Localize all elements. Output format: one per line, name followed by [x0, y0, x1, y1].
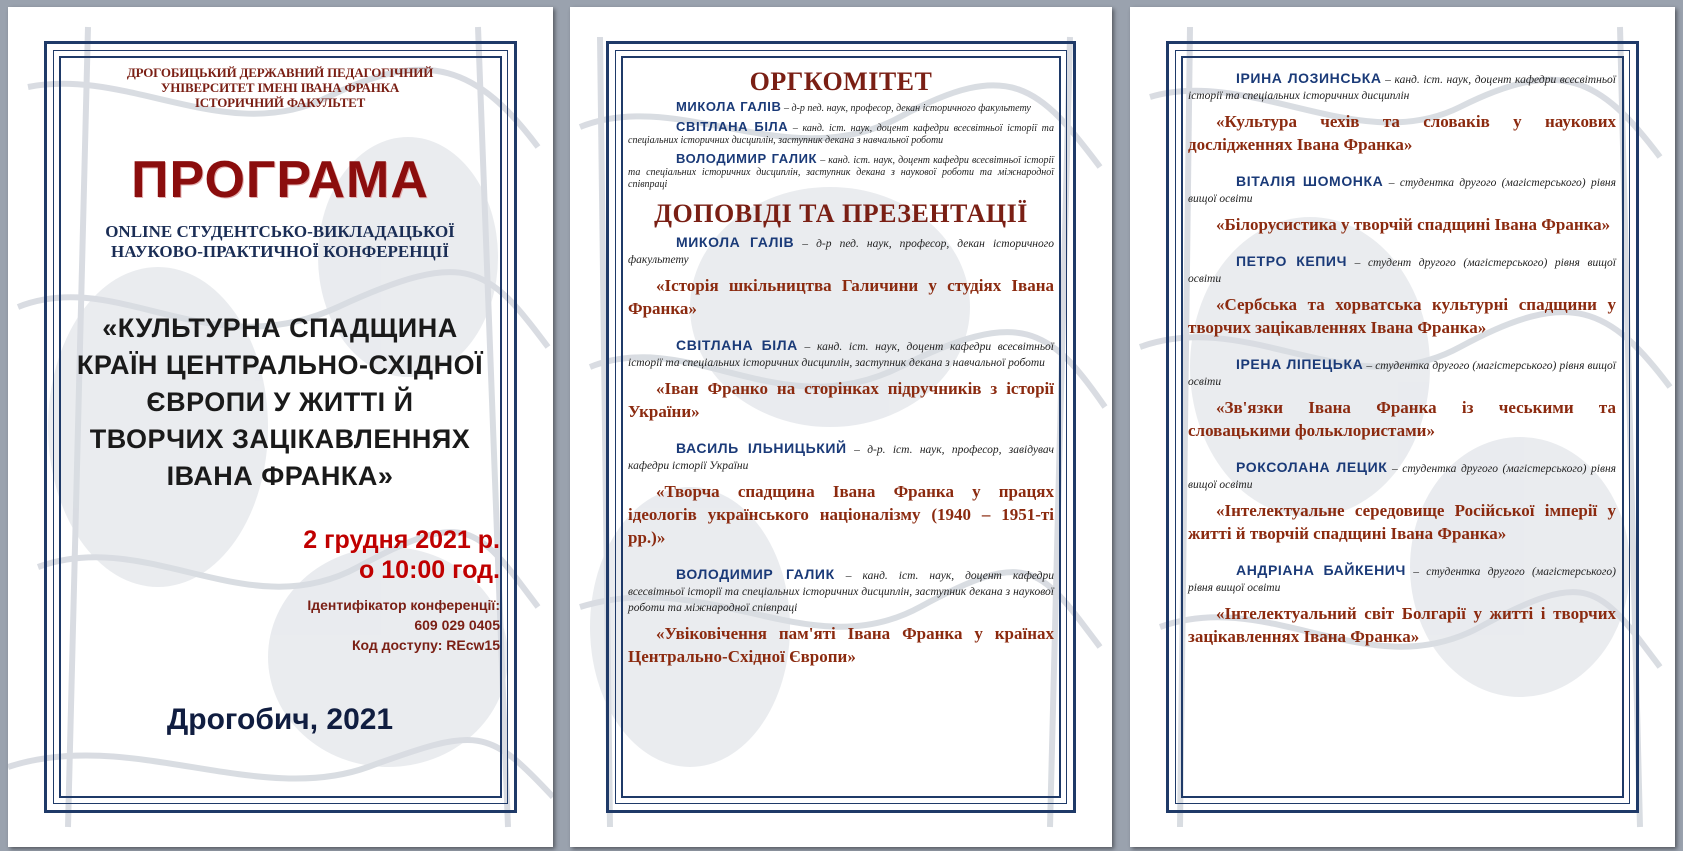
report-topic: «Творча спадщина Івана Франка у працях ідеологів українського націоналізму (1940 – 1951-ті рр.)» [628, 482, 1054, 547]
speaker-role: – студентка другого (магістерського) рівня вищої освіти [1188, 463, 1616, 491]
program-title: ПРОГРАМА [131, 151, 429, 209]
speaker [1188, 563, 1616, 596]
report-topic: «Сербська та хорватська культурні спадщини у творчих зацікавленнях Івана Франка» [1188, 295, 1616, 337]
report-item [628, 567, 1054, 668]
speaker-role: – д-р. іст. наук, професор, завідувач кафедри історії України [628, 444, 1054, 472]
reports-heading: ДОПОВІДІ ТА ПРЕЗЕНТАЦІЇ [654, 199, 1028, 228]
speaker [1188, 174, 1616, 207]
city-year: Дрогобич, 2021 [166, 703, 394, 736]
committee-member [628, 101, 1054, 115]
conference-type-line: ONLINE СТУДЕНТСЬКО-ВИКЛАДАЦЬКОЇ [105, 222, 455, 241]
speaker-role: – студент другого (магістерського) рівня вищої освіти [1188, 257, 1616, 285]
speaker-role: – д-р пед. наук, професор, декан історичного факультету [628, 238, 1054, 266]
faculty-line: ІСТОРИЧНИЙ ФАКУЛЬТЕТ [194, 95, 366, 110]
speaker-name: ІРИНА ЛОЗИНСЬКА [1236, 70, 1382, 86]
time-line: о 10:00 год. [359, 556, 500, 584]
speaker-role: – канд. іст. наук, доцент кафедри всесвітньої історії та спеціальних історичних дисциплін, заступник декана з навчальної роботи [628, 341, 1055, 369]
conference-type [60, 222, 500, 262]
member-role: – канд. іст. наук, доцент кафедри всесвітньої історії та спеціальних історичних дисциплін, заступник декана з навчальної роботи [628, 123, 1054, 146]
report-topic: «Культура чехів та словаків у наукових дослідженнях Івана Франка» [1188, 112, 1616, 154]
report-item [1188, 174, 1616, 236]
report-topic: «Зв'язки Івана Франка із чеськими та словацькими фольклористами» [1188, 398, 1616, 440]
speaker-role: – студентка другого (магістерського) рівня вищої освіти [1188, 360, 1616, 388]
report-topic: «Увіковічення пам'яті Івана Франка у країнах Центрально-Східної Європи» [628, 624, 1054, 666]
speaker [1188, 460, 1616, 493]
report-item [1188, 357, 1616, 442]
access-code: Код доступу: REcw15 [351, 637, 500, 653]
speaker-name: СВІТЛАНА БІЛА [676, 337, 798, 353]
report-item [1188, 460, 1616, 545]
report-item [1188, 71, 1616, 156]
orgcommittee-heading: ОРГКОМІТЕТ [749, 67, 933, 96]
speaker [1188, 357, 1616, 390]
report-item [1188, 563, 1616, 648]
page-committee [570, 7, 1112, 847]
speaker-name: МИКОЛА ГАЛІВ [676, 234, 795, 250]
speaker-name: АНДРІАНА БАЙКЕНИЧ [1236, 562, 1406, 578]
conference-id: 609 029 0405 [414, 617, 500, 633]
university-name [60, 65, 500, 110]
conference-title-line: КРАЇН ЦЕНТРАЛЬНО-СХІДНОЇ [76, 350, 484, 380]
speaker-name: ПЕТРО КЕПИЧ [1236, 253, 1348, 269]
speaker [1188, 71, 1616, 104]
speaker-role: – студентка другого (магістерського) рівня вищої освіти [1188, 177, 1616, 205]
speaker-name: ВІТАЛІЯ ШОМОНКА [1236, 173, 1384, 189]
reports-list [628, 235, 1054, 668]
report-topic: «Білорусистика у творчій спадщині Івана Франка» [1216, 215, 1611, 234]
report-topic: «Історія шкільництва Галичини у студіях Івана Франка» [628, 276, 1054, 318]
university-line: ДРОГОБИЦЬКИЙ ДЕРЖАВНИЙ ПЕДАГОГІЧНИЙ [126, 65, 434, 80]
conference-title [60, 310, 500, 495]
orgcommittee-list [628, 101, 1054, 191]
member-name: МИКОЛА ГАЛІВ [676, 99, 782, 114]
university-line: УНІВЕРСИТЕТ ІМЕНІ ІВАНА ФРАНКА [160, 80, 400, 95]
member-name: ВОЛОДИМИР ГАЛИК [676, 151, 818, 166]
member-name: СВІТЛАНА БІЛА [676, 119, 789, 134]
speaker-name: РОКСОЛАНА ЛЕЦИК [1236, 459, 1388, 475]
report-topic: «Іван Франко на сторінках підручників з історії України» [628, 379, 1054, 421]
report-topic: «Інтелектуальний світ Болгарії у житті і творчих зацікавленнях Івана Франка» [1188, 604, 1616, 646]
conference-access [60, 595, 500, 655]
report-item [628, 441, 1054, 549]
reports-list [1188, 71, 1616, 666]
committee-member [628, 153, 1054, 191]
speaker [1188, 254, 1616, 287]
speaker-role: – студентка другого (магістерського) рівня вищої освіти [1188, 566, 1617, 594]
page-reports [1130, 7, 1675, 847]
speaker-role: – канд. іст. наук, доцент кафедри всесвітньої історії та спеціальних історичних дисциплін [1188, 74, 1616, 102]
report-item [1188, 254, 1616, 339]
report-item [628, 235, 1054, 320]
member-role: – канд. іст. наук, доцент кафедри всесвітньої історії та спеціальних історичних дисциплін, заступник декана з наукової роботи та міжнародної співпраці [628, 155, 1055, 190]
speaker-name: ВАСИЛЬ ІЛЬНИЦЬКИЙ [676, 440, 847, 456]
committee-member [628, 121, 1054, 147]
conference-id-label: Ідентифікатор конференції: [307, 597, 500, 613]
conference-title-line: ІВАНА ФРАНКА» [166, 461, 394, 491]
report-item [628, 338, 1054, 423]
conference-title-line: ТВОРЧИХ ЗАЦІКАВЛЕННЯХ [89, 424, 471, 454]
speaker-role: – канд. іст. наук, доцент кафедри всесвітньої історії та спеціальних історичних дисциплін, заступник декана з наукової роботи та міжнародної співпраці [628, 570, 1054, 614]
speaker-name: ІРЕНА ЛІПЕЦЬКА [1236, 356, 1364, 372]
speaker [628, 235, 1054, 268]
report-topic: «Інтелектуальне середовище Російської імперії у житті й творчій спадщині Івана Франка» [1188, 501, 1616, 543]
speaker-name: ВОЛОДИМИР ГАЛИК [676, 566, 835, 582]
conference-date [60, 525, 500, 585]
member-role: – д-р пед. наук, професор, декан історичного факультету [781, 103, 1031, 114]
speaker [628, 441, 1054, 474]
speaker [628, 338, 1054, 371]
page-cover [8, 7, 553, 847]
speaker [628, 567, 1054, 616]
date-line: 2 грудня 2021 р. [303, 526, 500, 554]
conference-type-line: НАУКОВО-ПРАКТИЧНОЇ КОНФЕРЕНЦІЇ [111, 242, 449, 261]
conference-title-line: «КУЛЬТУРНА СПАДЩИНА [102, 313, 458, 343]
conference-title-line: ЄВРОПИ У ЖИТТІ Й [146, 387, 414, 417]
